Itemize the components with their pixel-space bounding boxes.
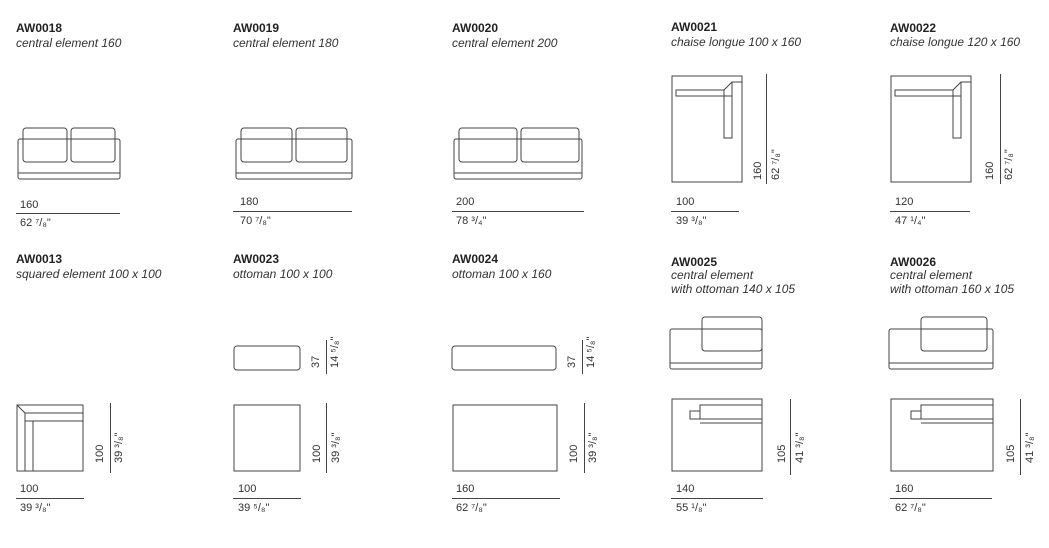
dimension-line (890, 211, 970, 212)
width-cm: 160 (895, 483, 914, 495)
height-cm: 37 (310, 355, 322, 368)
product-code: AW0018 (16, 21, 63, 35)
width-inches: 55 ¹/₈" (676, 502, 707, 514)
depth-dimension-line (326, 403, 327, 473)
width-cm: 100 (20, 483, 39, 495)
width-cm: 100 (238, 483, 257, 495)
product-code: AW0023 (233, 252, 280, 266)
product-description: central element 200 (452, 36, 558, 50)
depth-cm: 160 (752, 161, 764, 180)
ottoman-top-view-drawing (232, 403, 304, 475)
depth-cm: 160 (984, 161, 996, 180)
width-inches: 70 ⁷/₈" (240, 215, 271, 227)
product-description: ottoman 100 x 100 (233, 267, 333, 281)
depth-inches: 62 ⁷/₈" (1003, 149, 1015, 180)
height-cm: 37 (566, 355, 578, 368)
depth-cm: 105 (776, 444, 788, 463)
product-code: AW0013 (16, 252, 63, 266)
product-code: AW0019 (233, 21, 280, 35)
ottoman-front-view-drawing (232, 344, 304, 374)
dimension-line (452, 498, 560, 499)
width-cm: 100 (676, 196, 695, 208)
product-description: central element 180 (233, 36, 339, 50)
height-dimension-line (326, 340, 327, 374)
product-description: squared element 100 x 100 (16, 267, 162, 281)
dimension-line (16, 498, 84, 499)
product-description-line-1: central element (671, 268, 754, 282)
depth-dimension-line (1020, 399, 1021, 475)
product-description: chaise longue 120 x 160 (890, 35, 1021, 49)
sofa-ottoman-top-view-drawing (889, 397, 999, 475)
depth-cm: 105 (1005, 444, 1017, 463)
dimension-line (890, 498, 992, 499)
product-code: AW0024 (452, 252, 499, 266)
height-inches: 14 ⁵/₈" (329, 336, 341, 368)
depth-inches: 62 ⁷/₈" (770, 149, 782, 180)
dimension-line (233, 211, 352, 212)
width-cm: 180 (240, 196, 259, 208)
depth-inches: 39 ³/₈" (587, 432, 599, 463)
width-cm: 120 (895, 196, 914, 208)
product-description: chaise longue 100 x 160 (671, 35, 802, 49)
width-cm: 200 (456, 196, 475, 208)
sofa-ottoman-top-view-drawing (670, 397, 768, 475)
dimension-line (671, 211, 739, 212)
width-inches: 62 ⁷/₈" (456, 502, 487, 514)
depth-inches: 39 ³/₈" (330, 432, 342, 463)
ottoman-front-view-drawing (450, 344, 560, 374)
width-inches: 39 ³/₈" (676, 215, 707, 227)
depth-dimension-line (110, 403, 111, 473)
product-code: AW0026 (890, 255, 937, 269)
product-code: AW0025 (671, 255, 718, 269)
ottoman-top-view-drawing (451, 403, 561, 475)
depth-cm: 100 (311, 444, 323, 463)
product-code: AW0022 (890, 21, 937, 35)
dimension-line (452, 211, 584, 212)
sofa-front-view-drawing (451, 125, 586, 185)
depth-inches: 41 ³/₈" (1024, 432, 1036, 463)
product-code: AW0021 (671, 20, 718, 34)
width-cm: 160 (20, 199, 39, 211)
depth-dimension-line (790, 399, 791, 475)
width-cm: 160 (456, 483, 475, 495)
width-cm: 140 (676, 483, 695, 495)
sofa-front-view-drawing (233, 125, 355, 185)
depth-cm: 100 (94, 444, 106, 463)
dimension-line (233, 498, 301, 499)
product-description-line-1: central element (890, 268, 973, 282)
product-code: AW0020 (452, 21, 499, 35)
depth-dimension-line (766, 74, 767, 184)
squared-element-top-view-drawing (15, 403, 87, 475)
product-description-line-2: with ottoman 140 x 105 (671, 282, 796, 296)
product-description: central element 160 (16, 36, 122, 50)
dimension-line (16, 213, 120, 214)
height-inches: 14 ⁵/₈" (585, 336, 597, 368)
width-inches: 62 ⁷/₈" (895, 502, 926, 514)
depth-inches: 41 ³/₈" (794, 432, 806, 463)
chaise-longue-top-view-drawing (889, 74, 975, 186)
depth-cm: 100 (568, 444, 580, 463)
dimension-line (671, 498, 763, 499)
depth-inches: 39 ³/₈" (113, 432, 125, 463)
sofa-ottoman-front-view-drawing (887, 315, 997, 375)
depth-dimension-line (584, 403, 585, 473)
width-inches: 39 ⁵/₈" (238, 502, 270, 514)
width-inches: 78 ³/₄" (456, 215, 487, 227)
sofa-front-view-drawing (15, 125, 125, 185)
sofa-ottoman-front-view-drawing (668, 315, 766, 375)
chaise-longue-top-view-drawing (670, 74, 750, 186)
product-description-line-2: with ottoman 160 x 105 (890, 282, 1015, 296)
depth-dimension-line (1000, 74, 1001, 184)
width-inches: 62 ⁷/₈" (20, 217, 51, 229)
width-inches: 39 ³/₈" (20, 502, 51, 514)
width-inches: 47 ¹/₄" (895, 215, 926, 227)
product-description: ottoman 100 x 160 (452, 267, 552, 281)
height-dimension-line (582, 340, 583, 374)
